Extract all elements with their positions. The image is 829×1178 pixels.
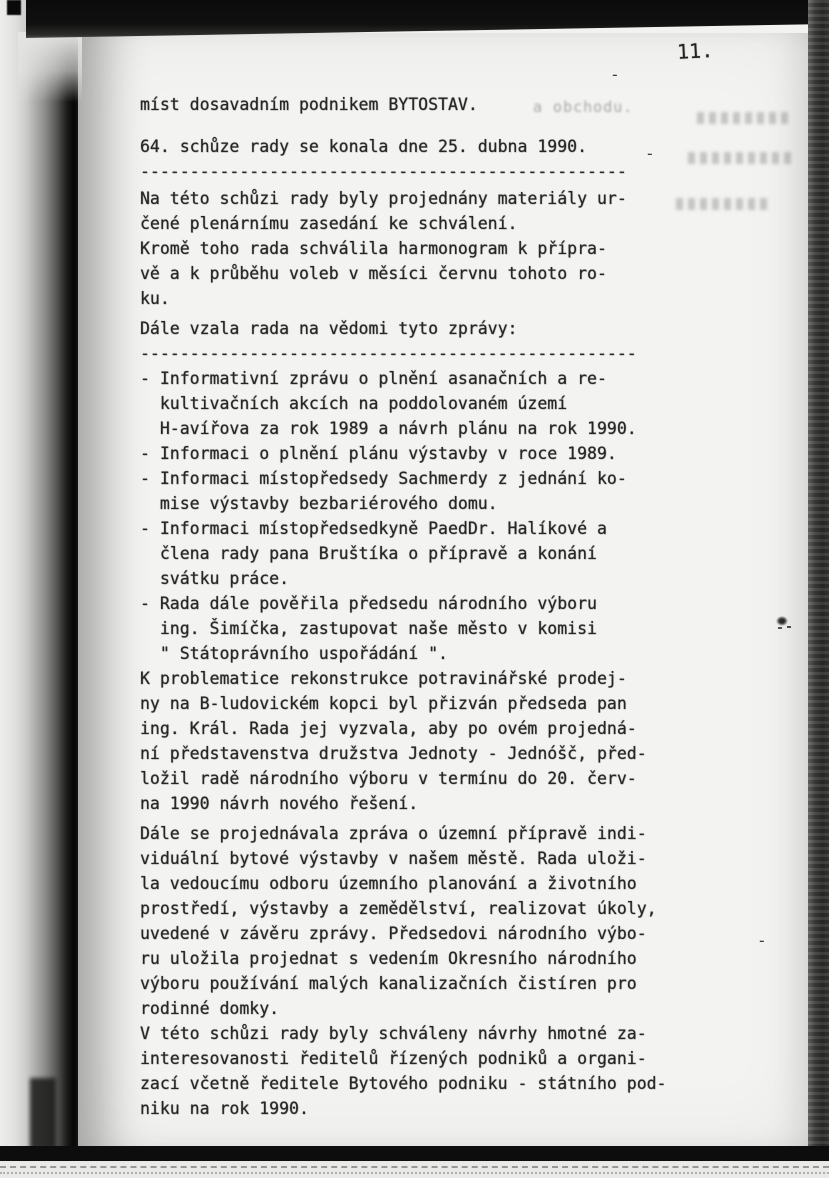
text-line: míst dosavadním podnikem BYTOSTAV. xyxy=(140,95,478,114)
ghost-offset-print-text: a obchodu. xyxy=(533,98,634,116)
text-line: - Informativní zprávu o plnění asanačních a re- xyxy=(140,369,607,388)
text-line: V této schůzi rady byly schváleny návrhy hmotné za- xyxy=(140,1024,647,1043)
scan-artifact-mark: - xyxy=(645,144,655,163)
text-line: - Rada dále pověřila předsedu národního výboru xyxy=(140,594,597,613)
reports-list xyxy=(140,366,700,666)
meeting-heading xyxy=(140,134,700,184)
document-text xyxy=(140,92,700,1121)
page-number: 11. xyxy=(676,38,714,64)
text-line: mise výstavby bezbariérového domu. xyxy=(140,494,498,513)
scan-artifact-mark: - xyxy=(757,931,767,950)
text-line: niku na rok 1990. xyxy=(140,1099,309,1118)
ink-blot-artifact xyxy=(776,616,788,626)
text-line: - Informaci místopředsedkyně PaedDr. Halíkové a xyxy=(140,519,607,538)
text-line: člena rady pana Bruštíka o přípravě a konání xyxy=(140,544,597,563)
dashed-underline: ------------------------------------------------- xyxy=(140,162,627,181)
text-line: - Informaci místopředsedy Sachmerdy z jednání ko- xyxy=(140,469,627,488)
paragraph-housing xyxy=(140,821,700,1121)
text-line: svátku práce. xyxy=(140,569,290,588)
text-line: Na této schůzi rady byly projednány materiály ur- xyxy=(140,189,627,208)
text-line: ing. Šimíčka, zastupovat naše město v komisi xyxy=(140,619,597,638)
text-line: K problematice rekonstrukce potravinářské prodej- xyxy=(140,669,627,688)
text-line: ložil radě národního výboru v termínu do 20. červ- xyxy=(140,769,637,788)
scanner-bottom-streaks xyxy=(0,1161,829,1178)
dashed-underline: -------------------------------------------------- xyxy=(140,344,637,363)
text-line: la vedoucímu odboru územního planování a životního xyxy=(140,874,637,893)
scan-artifact-mark: - xyxy=(610,65,620,84)
scanner-edge-blob xyxy=(7,0,21,15)
text-line: viduální bytové výstavby v našem městě. Rada uloži- xyxy=(140,849,647,868)
scanner-right-strip xyxy=(808,0,829,1178)
text-line: čené plenárnímu zasedání ke schválení. xyxy=(140,214,518,233)
text-line: kultivačních akcích na poddolovaném území xyxy=(140,394,568,413)
text-line: ku. xyxy=(140,289,170,308)
text-line: - Informaci o plnění plánu výstavby v roce 1989. xyxy=(140,444,617,463)
paragraph-reconstruction xyxy=(140,666,700,816)
text-line: ing. Král. Rada jej vyzvala, aby po ovém projedná- xyxy=(140,719,637,738)
paragraph-approvals xyxy=(140,186,700,311)
text-line: ny na B-ludovickém kopci byl přizván předseda pan xyxy=(140,694,627,713)
text-line: Dále se projednávala zpráva o územní přípravě indi- xyxy=(140,824,647,843)
text-line: prostředí, výstavby a zemědělství, realizovat úkoly, xyxy=(140,899,657,918)
scan-streak-line xyxy=(0,1166,829,1168)
ghost-offset-print-streak xyxy=(697,112,789,124)
intro-line xyxy=(140,92,700,117)
scan-streak-line xyxy=(0,1172,829,1174)
text-line: Kromě toho rada schválila harmonogram k přípra- xyxy=(140,239,607,258)
text-line: na 1990 návrh nového řešení. xyxy=(140,794,419,813)
text-line: zací včetně ředitele Bytového podniku - státního pod- xyxy=(140,1074,667,1093)
text-line: " Státoprávního uspořádání ". xyxy=(140,644,448,663)
text-line: vě a k průběhu voleb v měsíci červnu tohoto ro- xyxy=(140,264,607,283)
binding-shadow-bottom xyxy=(30,1078,56,1150)
text-line: výboru používání malých kanalizačních čistíren pro xyxy=(140,974,637,993)
scanner-bottom-bar xyxy=(0,1146,829,1161)
page-edge-curl xyxy=(18,32,82,102)
text-line: interesovanosti ředitelů řízených podniků a organi- xyxy=(140,1049,647,1068)
reports-heading xyxy=(140,316,700,366)
text-line: ní představenstva družstva Jednoty - Jednóšč, před- xyxy=(140,744,647,763)
text-line: ru uložila projednat s vedením Okresního národního xyxy=(140,949,637,968)
text-line: H-avířova za rok 1989 a návrh plánu na rok 1990. xyxy=(140,419,637,438)
text-line: rodinné domky. xyxy=(140,999,280,1018)
text-line: Dále vzala rada na vědomi tyto zprávy: xyxy=(140,319,518,338)
text-line: 64. schůze rady se konala dne 25. dubna 1990. xyxy=(140,137,588,156)
text-line: uvedené v závěru zprávy. Předsedovi národního výbo- xyxy=(140,924,647,943)
ghost-offset-print-streak xyxy=(688,152,792,164)
